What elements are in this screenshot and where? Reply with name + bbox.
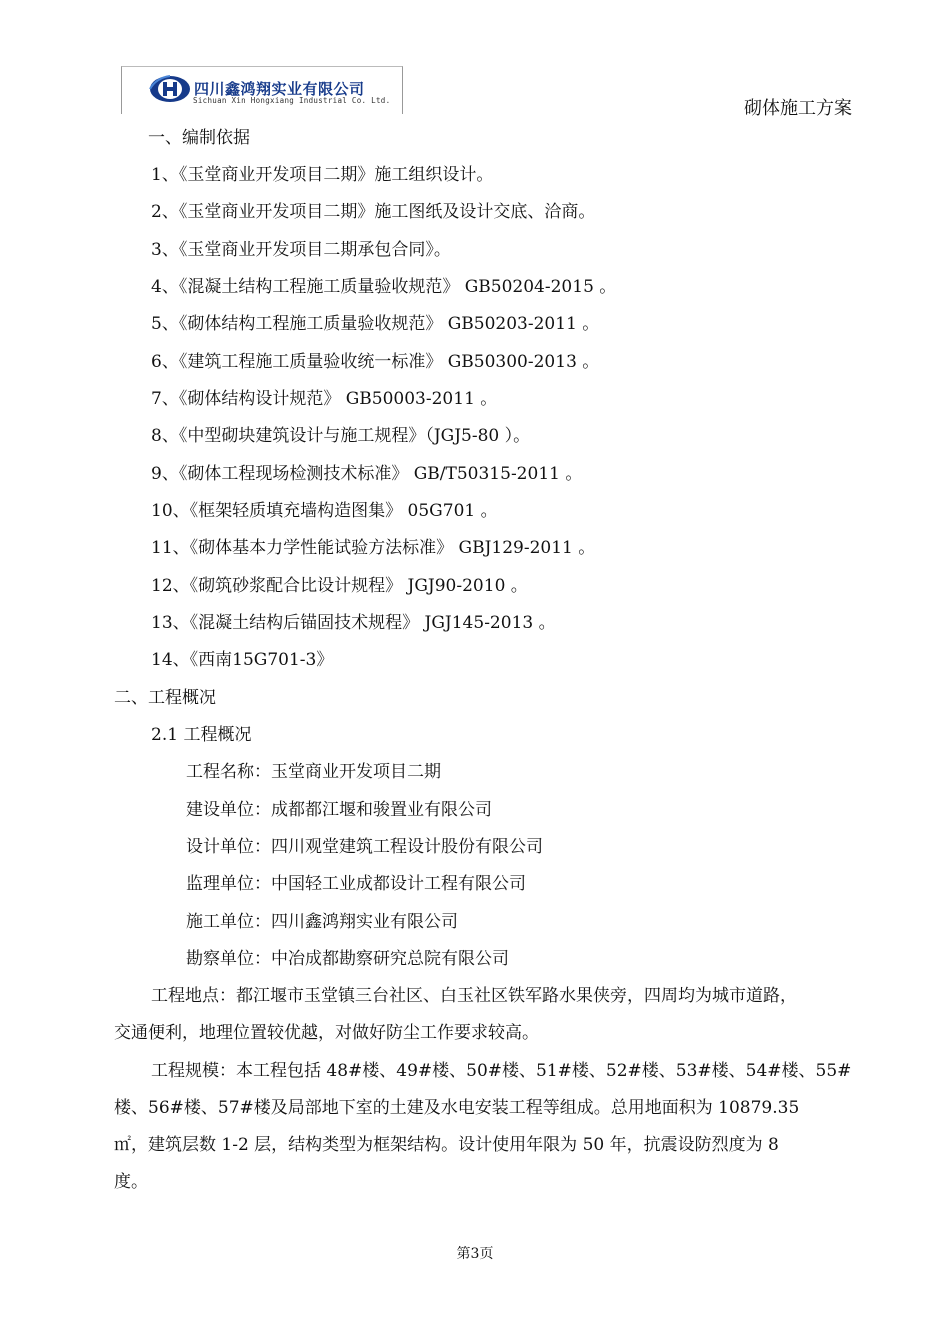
project-info-line: 建设单位：成都都江堰和骏置业有限公司 bbox=[186, 800, 492, 820]
project-info-line: 工程名称：玉堂商业开发项目二期 bbox=[186, 762, 441, 782]
company-name-cn: 四川鑫鸿翔实业有限公司 bbox=[194, 80, 365, 98]
scale-paragraph-line: 度。 bbox=[114, 1172, 148, 1192]
page-number: 第3页 bbox=[456, 1246, 494, 1262]
document-title: 砌体施工方案 bbox=[744, 98, 852, 119]
location-paragraph-line: 工程地点：都江堰市玉堂镇三台社区、白玉社区铁军路水果侠旁，四周均为城市道路， bbox=[151, 986, 797, 1006]
reference-item: 3、《玉堂商业开发项目二期承包合同》。 bbox=[151, 240, 451, 260]
location-paragraph-line: 交通便利，地理位置较优越，对做好防尘工作要求较高。 bbox=[114, 1023, 539, 1043]
reference-item: 14、《西南15G701-3》 bbox=[151, 650, 334, 670]
project-info-line: 施工单位：四川鑫鸿翔实业有限公司 bbox=[186, 912, 458, 932]
reference-item: 11、《砌体基本力学性能试验方法标准》 GBJ129-2011 。 bbox=[151, 538, 596, 558]
scale-paragraph-line: 楼、56#楼、57#楼及局部地下室的土建及水电安装工程等组成。总用地面积为 10879.35 bbox=[114, 1098, 800, 1118]
project-info-line: 设计单位：四川观堂建筑工程设计股份有限公司 bbox=[186, 837, 543, 857]
scale-paragraph-line: ㎡，建筑层数 1-2 层，结构类型为框架结构。设计使用年限为 50 年，抗震设防烈度为 8 bbox=[114, 1135, 779, 1155]
reference-item: 7、《砌体结构设计规范》 GB50003-2011 。 bbox=[151, 389, 498, 409]
reference-item: 10、《框架轻质填充墙构造图集》 05G701 。 bbox=[151, 501, 498, 521]
reference-item: 8、《中型砌块建筑设计与施工规程》（JGJ5-80 ）。 bbox=[151, 426, 531, 446]
reference-item: 5、《砌体结构工程施工质量验收规范》 GB50203-2011 。 bbox=[151, 314, 600, 334]
company-logo bbox=[121, 66, 403, 114]
section-heading: 一、编制依据 bbox=[148, 128, 250, 148]
scale-paragraph-line: 工程规模：本工程包括 48#楼、49#楼、50#楼、51#楼、52#楼、53#楼、54#楼、55# bbox=[151, 1061, 852, 1081]
project-info-line: 勘察单位：中冶成都勘察研究总院有限公司 bbox=[186, 949, 509, 969]
subsection-heading: 2.1 工程概况 bbox=[151, 725, 252, 745]
reference-item: 12、《砌筑砂浆配合比设计规程》 JGJ90-2010 。 bbox=[151, 576, 528, 596]
section-heading: 二、工程概况 bbox=[114, 688, 216, 708]
reference-item: 1、《玉堂商业开发项目二期》施工组织设计。 bbox=[151, 165, 494, 185]
company-name-en: Sichuan Xin Hongxiang Industrial Co. Ltd. bbox=[193, 96, 391, 105]
reference-item: 13、《混凝土结构后锚固技术规程》 JGJ145-2013 。 bbox=[151, 613, 556, 633]
reference-item: 4、《混凝土结构工程施工质量验收规范》 GB50204-2015 。 bbox=[151, 277, 617, 297]
reference-item: 9、《砌体工程现场检测技术标准》 GB/T50315-2011 。 bbox=[151, 464, 583, 484]
project-info-line: 监理单位：中国轻工业成都设计工程有限公司 bbox=[186, 874, 526, 894]
hx-logo-icon bbox=[148, 74, 192, 104]
reference-item: 2、《玉堂商业开发项目二期》施工图纸及设计交底、洽商。 bbox=[151, 202, 596, 222]
reference-item: 6、《建筑工程施工质量验收统一标准》 GB50300-2013 。 bbox=[151, 352, 600, 372]
